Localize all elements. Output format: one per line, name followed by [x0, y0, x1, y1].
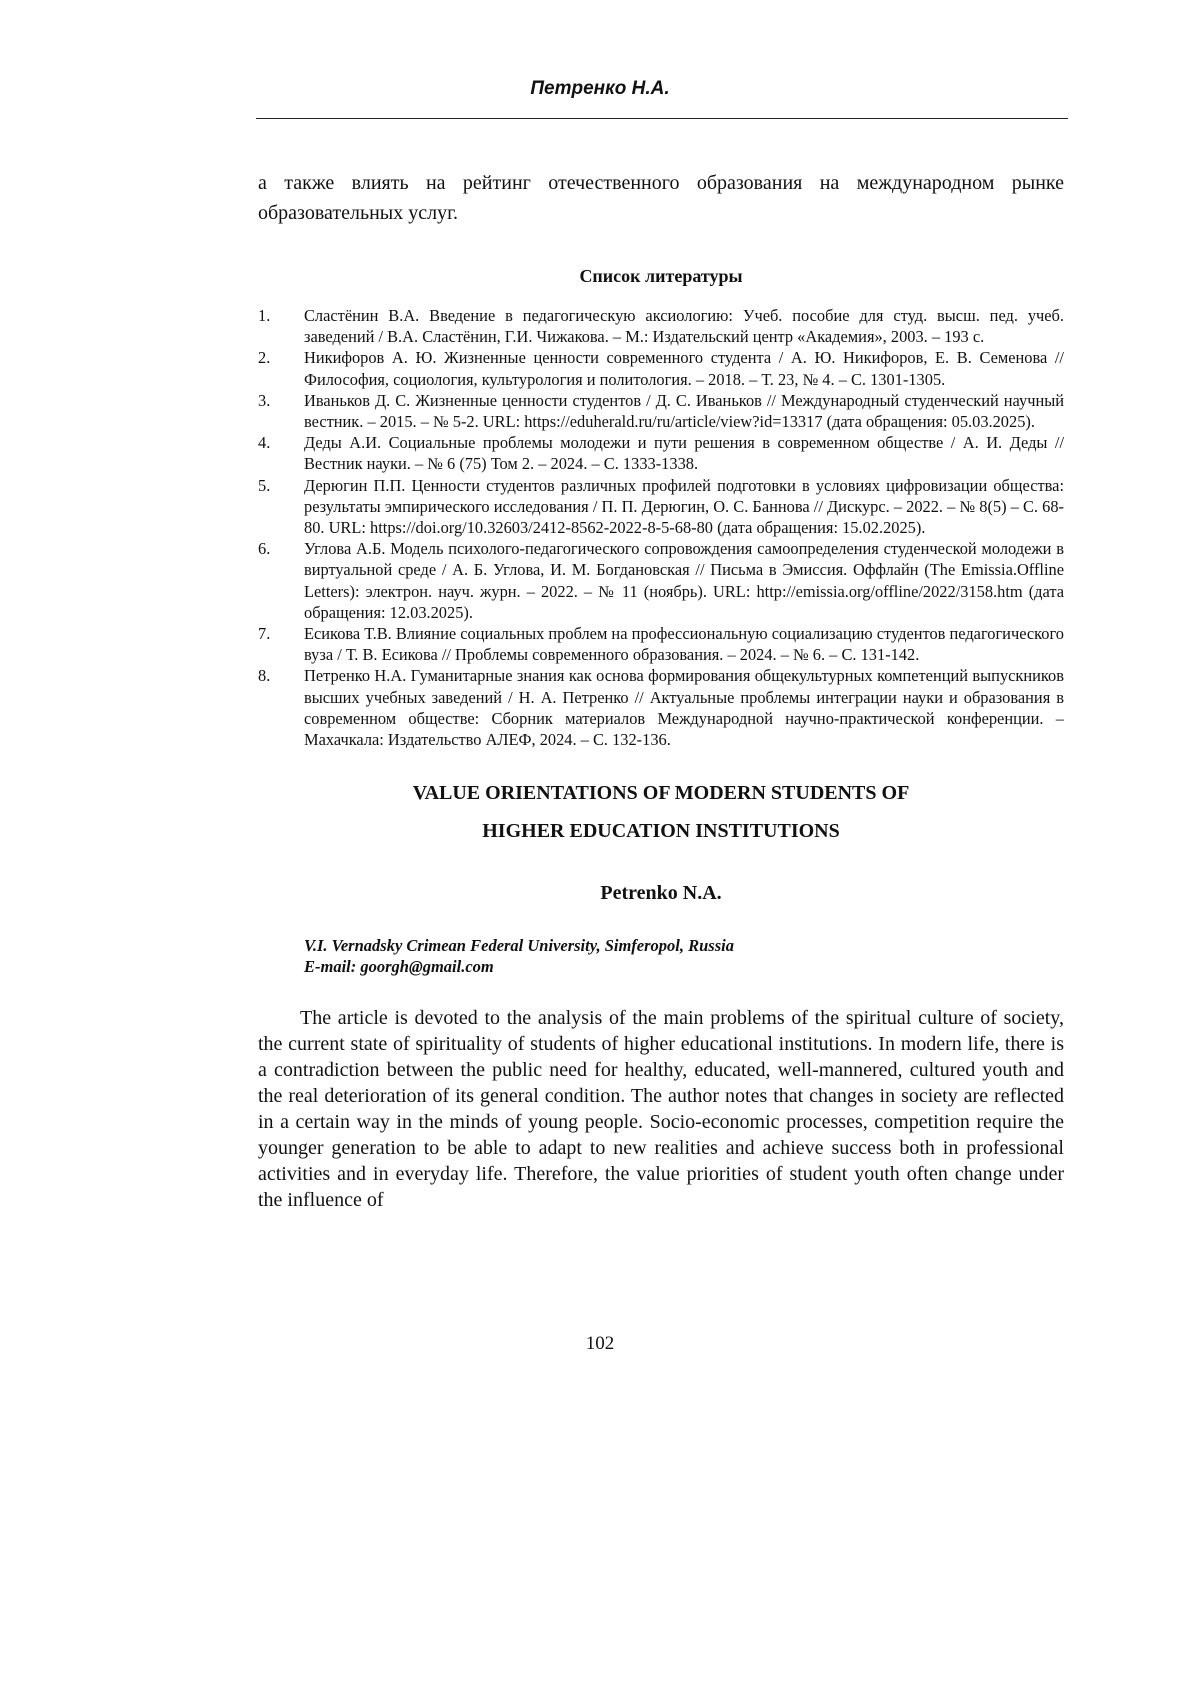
reference-text: Иваньков Д. С. Жизненные ценности студентов / Д. С. Иваньков // Международный студенческий научный вестник. – 2015. – № 5-2. URL: https://eduherald.ru/ru/article/view?id=13317 (дата обращения: 05.03.2025). — [304, 391, 1064, 431]
header-divider — [256, 118, 1068, 119]
reference-text: Никифоров А. Ю. Жизненные ценности современного студента / А. Ю. Никифоров, Е. В. Семенова // Философия, социология, культурология и политология. – 2018. – Т. 23, № 4. – С. 1301-1305. — [304, 348, 1064, 388]
running-header: Петренко Н.А. — [0, 78, 1200, 100]
reference-number: 8. — [258, 665, 270, 686]
page-content — [258, 168, 1064, 1213]
reference-number: 3. — [258, 390, 270, 411]
reference-text: Дерюгин П.П. Ценности студентов различных профилей подготовки в условиях цифровизации общества: результаты эмпирического исследования / П. П. Дерюгин, О. С. Баннова // Дискурс. – 2022. – № 8(5) – С. 68-80. URL: https://doi.org/10.32603/2412-8562-2022-8-5-68-80 (дата обращения: 15.02.2025). — [304, 476, 1064, 537]
author-affiliation-block — [304, 935, 1064, 977]
reference-item — [258, 390, 1064, 432]
author-email: E-mail: goorgh@gmail.com — [304, 956, 1064, 977]
reference-text: Деды А.И. Социальные проблемы молодежи и пути решения в современном обществе / А. И. Деды // Вестник науки. – № 6 (75) Том 2. – 2024. – С. 1333-1338. — [304, 433, 1064, 473]
abstract-paragraph: The article is devoted to the analysis of the main problems of the spiritual culture of society, the current state of spirituality of students of higher educational institutions. In modern life, there is a contradiction between the public need for healthy, educated, well-mannered, cultured youth and the real deterioration of its general condition. The author notes that changes in society are reflected in a certain way in the minds of young people. Socio-economic processes, competition require the younger generation to be able to adapt to new realities and achieve success both in professional activities and in everyday life. Therefore, the value priorities of student youth often change under the influence of — [258, 1005, 1064, 1213]
reference-item — [258, 432, 1064, 474]
reference-text: Есикова Т.В. Влияние социальных проблем на профессиональную социализацию студентов педагогического вуза / Т. В. Есикова // Проблемы современного образования. – 2024. – № 6. – С. 131-142. — [304, 624, 1064, 664]
reference-number: 7. — [258, 623, 270, 644]
reference-text: Углова А.Б. Модель психолого-педагогического сопровождения самоопределения студенческой молодежи в виртуальной среде / А. Б. Углова, И. М. Богдановская // Письма в Эмиссия. Оффлайн (The Emissia.Offline Letters): электрон. науч. журн. – 2022. – № 11 (ноябрь). URL: http://emissia.org/offline/2022/3158.htm (дата обращения: 12.03.2025). — [304, 539, 1064, 622]
author-affiliation: V.I. Vernadsky Crimean Federal University, Simferopol, Russia — [304, 935, 1064, 956]
reference-number: 2. — [258, 347, 270, 368]
reference-number: 4. — [258, 432, 270, 453]
reference-item — [258, 347, 1064, 389]
page-number: 102 — [0, 1333, 1200, 1355]
references-list — [258, 305, 1064, 750]
reference-number: 5. — [258, 475, 270, 496]
references-title: Список литературы — [258, 266, 1064, 287]
reference-item — [258, 665, 1064, 750]
article-title-line-1: VALUE ORIENTATIONS OF MODERN STUDENTS OF — [258, 774, 1064, 812]
intro-paragraph: а также влиять на рейтинг отечественного образования на международном рынке образовательных услуг. — [258, 168, 1064, 228]
reference-item — [258, 475, 1064, 539]
reference-item — [258, 538, 1064, 623]
article-title-line-2: HIGHER EDUCATION INSTITUTIONS — [258, 812, 1064, 850]
reference-text: Сластёнин В.А. Введение в педагогическую аксиологию: Учеб. пособие для студ. высш. пед. учеб. заведений / В.А. Сластёнин, Г.И. Чижакова. – М.: Издательский центр «Академия», 2003. – 193 с. — [304, 306, 1064, 346]
reference-item — [258, 623, 1064, 665]
reference-number: 6. — [258, 538, 270, 559]
reference-text: Петренко Н.А. Гуманитарные знания как основа формирования общекультурных компетенций выпускников высших учебных заведений / Н. А. Петренко // Актуальные проблемы интеграции науки и образования в современном обществе: Сборник материалов Международной научно-практической конференции. – Махачкала: Издательство АЛЕФ, 2024. – С. 132-136. — [304, 666, 1064, 749]
article-title — [258, 774, 1064, 850]
reference-item — [258, 305, 1064, 347]
article-author: Petrenko N.A. — [258, 882, 1064, 905]
reference-number: 1. — [258, 305, 270, 326]
